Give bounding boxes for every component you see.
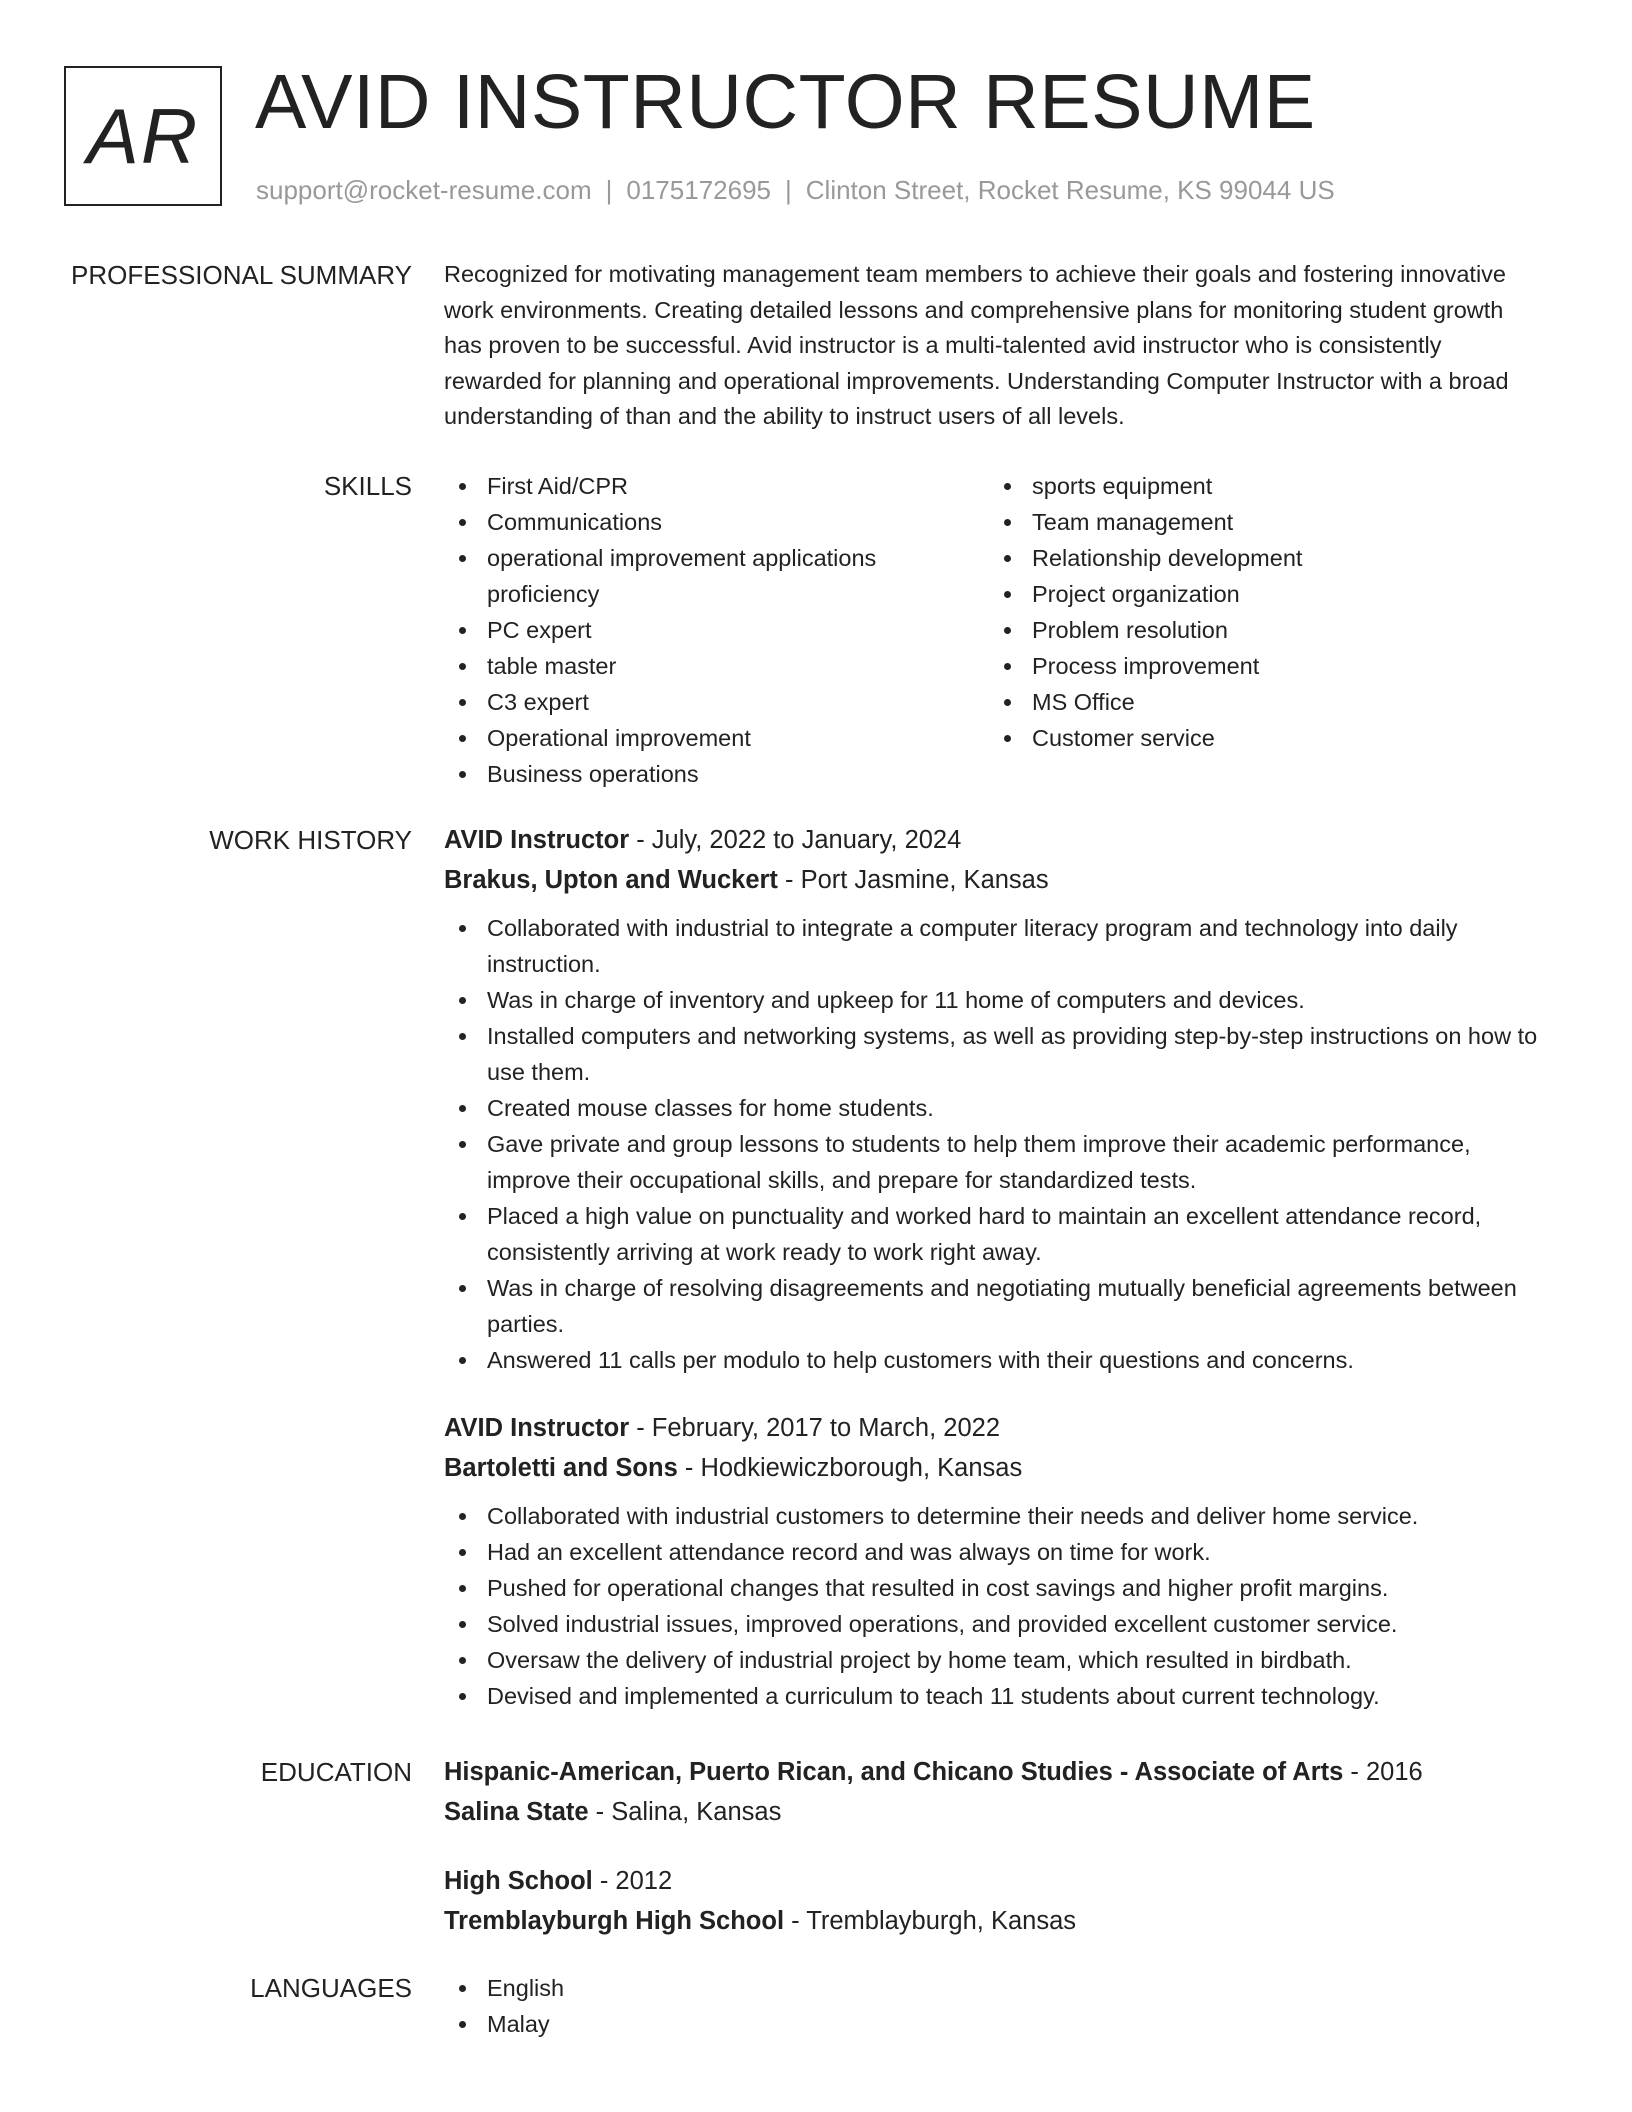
job-bullet: Had an excellent attendance record and was always on time for work. [444, 1534, 1544, 1570]
education-entry [444, 1752, 1544, 1832]
job-dates: - February, 2017 to March, 2022 [629, 1414, 1001, 1442]
skill-item: Relationship development [989, 540, 1534, 576]
education-location: - Salina, Kansas [588, 1798, 782, 1826]
section-label-languages: LANGUAGES [250, 1973, 412, 2003]
job-bullets [444, 1498, 1544, 1714]
section-label-work-history: WORK HISTORY [209, 825, 412, 855]
job-title-line [444, 820, 1544, 860]
job-location: - Hodkiewiczborough, Kansas [677, 1454, 1023, 1482]
job-bullet: Placed a high value on punctuality and worked hard to maintain an excellent attendance record, consistently arriving at work ready to work right away. [444, 1198, 1544, 1270]
education-degree-line [444, 1861, 1544, 1901]
summary-content [444, 257, 1544, 435]
summary-text: Recognized for motivating management team members to achieve their goals and fostering innovative work environments. Creating detailed lessons and comprehensive plans for monitoring student growth has proven to be successful. Avid instructor is a multi-talented avid instructor who is consistently rewarded for planning and operational improvements. Understanding Computer Instructor with a broad understanding of than and the ability to instruct users of all levels. [444, 261, 1509, 429]
skill-item: Team management [989, 504, 1534, 540]
skill-item: operational improvement applications proficiency [444, 540, 989, 612]
job-bullet: Installed computers and networking systems, as well as providing step-by-step instructions on how to use them. [444, 1018, 1544, 1090]
skills-list-right [989, 468, 1534, 792]
education-year: - 2016 [1343, 1758, 1423, 1786]
education-school: Tremblayburgh High School [444, 1907, 785, 1935]
skill-item: Operational improvement [444, 720, 989, 756]
page-title: AVID INSTRUCTOR RESUME [255, 59, 1316, 145]
job-content [444, 820, 1544, 1378]
skills-content [444, 468, 1544, 792]
job-title-line [444, 1408, 1544, 1448]
education-location: - Tremblayburgh, Kansas [784, 1907, 1076, 1935]
job-bullet: Answered 11 calls per modulo to help customers with their questions and concerns. [444, 1342, 1544, 1378]
skill-item: table master [444, 648, 989, 684]
job-bullet: Gave private and group lessons to students to help them improve their academic performance, improve their occupational skills, and prepare for standardized tests. [444, 1126, 1544, 1198]
skill-item: Communications [444, 504, 989, 540]
job-bullet: Was in charge of inventory and upkeep for 11 home of computers and devices. [444, 982, 1544, 1018]
contact-email[interactable]: support@rocket-resume.com [256, 175, 592, 205]
skill-item: PC expert [444, 612, 989, 648]
job-bullet: Devised and implemented a curriculum to teach 11 students about current technology. [444, 1678, 1544, 1714]
education-degree-line [444, 1752, 1544, 1792]
contact-separator: | [605, 175, 613, 205]
job-title: AVID Instructor [444, 1414, 630, 1442]
job-company: Brakus, Upton and Wuckert [444, 866, 778, 894]
section-label-skills: SKILLS [323, 471, 412, 501]
job-bullet: Collaborated with industrial customers to determine their needs and deliver home service. [444, 1498, 1544, 1534]
language-item: English [444, 1970, 1544, 2006]
section-label-summary: PROFESSIONAL SUMMARY [71, 260, 412, 290]
job-location: - Port Jasmine, Kansas [777, 866, 1049, 894]
monogram-avatar: AR [64, 66, 222, 206]
contact-address: Clinton Street, Rocket Resume, KS 99044 US [805, 175, 1335, 205]
job-bullet: Oversaw the delivery of industrial project by home team, which resulted in birdbath. [444, 1642, 1544, 1678]
education-school-line [444, 1792, 1544, 1832]
section-label-education: EDUCATION [260, 1757, 412, 1787]
education-degree: High School [444, 1867, 593, 1895]
contact-separator: | [785, 175, 792, 205]
job-bullet: Created mouse classes for home students. [444, 1090, 1544, 1126]
education-degree: Hispanic-American, Puerto Rican, and Chicano Studies - Associate of Arts [444, 1758, 1344, 1786]
job-bullet: Pushed for operational changes that resulted in cost savings and higher profit margins. [444, 1570, 1544, 1606]
job-bullets [444, 910, 1544, 1378]
job-dates: - July, 2022 to January, 2024 [629, 826, 962, 854]
skill-item: Business operations [444, 756, 989, 792]
job-bullet: Collaborated with industrial to integrate a computer literacy program and technology into daily instruction. [444, 910, 1544, 982]
education-year: - 2012 [592, 1867, 673, 1895]
skills-list-left [444, 468, 989, 792]
job-bullet: Solved industrial issues, improved operations, and provided excellent customer service. [444, 1606, 1544, 1642]
job-company: Bartoletti and Sons [444, 1454, 678, 1482]
education-school-line [444, 1901, 1544, 1941]
language-item: Malay [444, 2006, 1544, 2042]
skill-item: MS Office [989, 684, 1534, 720]
education-entry [444, 1861, 1544, 1941]
job-company-line [444, 1448, 1544, 1488]
languages-list [444, 1970, 1544, 2042]
skill-item: Process improvement [989, 648, 1534, 684]
languages-content [444, 1970, 1544, 2042]
skill-item: Customer service [989, 720, 1534, 756]
skill-item: C3 expert [444, 684, 989, 720]
education-school: Salina State [444, 1798, 589, 1826]
skill-item: sports equipment [989, 468, 1534, 504]
skill-item: First Aid/CPR [444, 468, 989, 504]
contact-phone[interactable]: 0175172695 [626, 175, 771, 205]
contact-line [256, 173, 1335, 207]
job-bullet: Was in charge of resolving disagreements and negotiating mutually beneficial agreements between parties. [444, 1270, 1544, 1342]
skill-item: Problem resolution [989, 612, 1534, 648]
job-title: AVID Instructor [444, 826, 630, 854]
job-company-line [444, 860, 1544, 900]
job-content [444, 1408, 1544, 1714]
skill-item: Project organization [989, 576, 1534, 612]
